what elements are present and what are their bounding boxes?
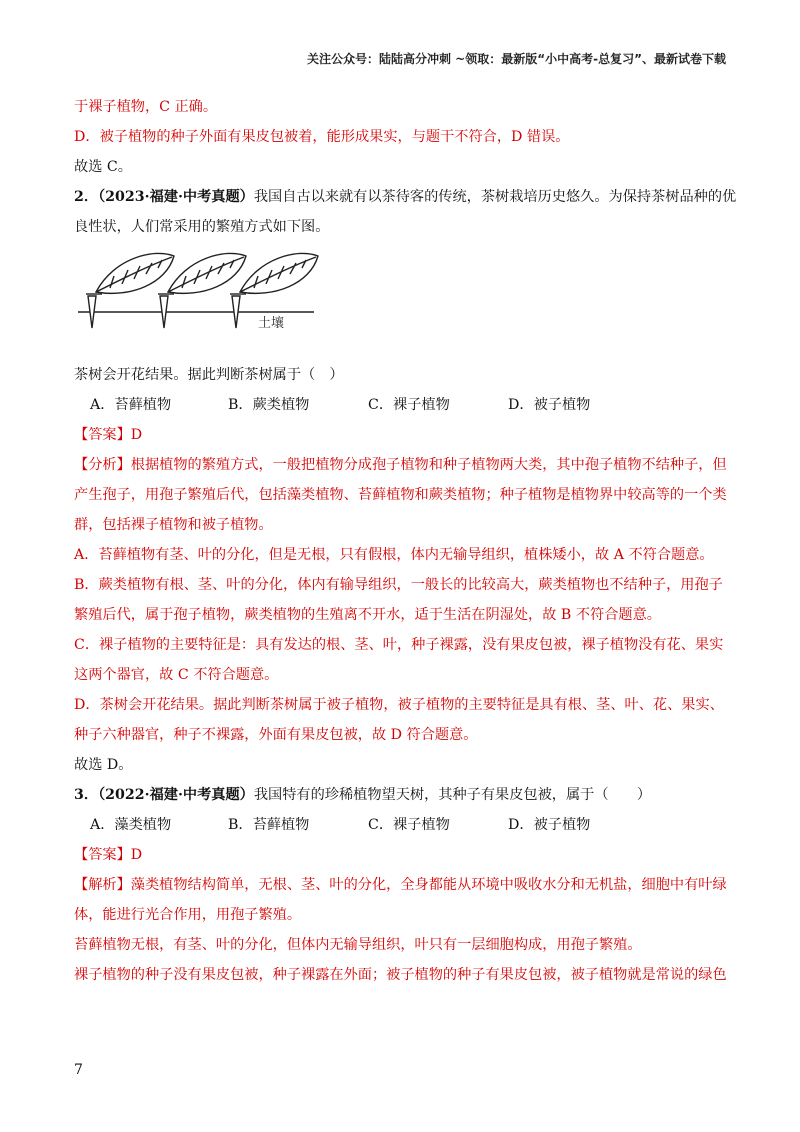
page-header: 关注公众号：陆陆高分冲刺 ~领取：最新版“小中高考-总复习”、最新试卷下载 [307, 52, 726, 66]
tea-cutting-illustration [74, 248, 334, 348]
prev-conclusion: 故选 C。 [74, 159, 132, 175]
q2-answer: 【答案】D [74, 427, 143, 443]
prev-answer-line-2: D．被子植物的种子外面有果皮包被着，能形成果实，与题干不符合，D 错误。 [74, 129, 570, 145]
q3-analysis-2: 体，能进行光合作用，用孢子繁殖。 [74, 907, 302, 923]
q2-line-1 [74, 182, 737, 212]
q2-analysis-3: 群，包括裸子植物和被子植物。 [74, 517, 273, 533]
q2-option-b: B．蕨类植物 [228, 397, 310, 413]
cutting-figure [74, 242, 734, 360]
q2-source: （2023·福建·中考真题） [98, 189, 254, 205]
q3-answer: 【答案】D [74, 847, 143, 863]
q3-option-d: D．被子植物 [508, 817, 591, 833]
q2-analysis-2: 产生孢子，用孢子繁殖后代，包括藻类植物、苔藓植物和蕨类植物；种子植物是植物界中较高等的一个类 [74, 487, 727, 503]
q2-analysis-9: D．茶树会开花结果。据此判断茶树属于被子植物，被子植物的主要特征是具有根、茎、叶、花、果实、 [74, 697, 724, 713]
q3-options [74, 810, 734, 840]
page-number: 7 [74, 1062, 83, 1078]
q2-analysis-6: 繁殖后代，属于孢子植物，蕨类植物的生殖离不开水，适于生活在阴湿处，故 B 不符合题意。 [74, 607, 661, 623]
q3-number: 3． [74, 787, 99, 803]
q2-analysis-1: 【分析】根据植物的繁殖方式，一般把植物分成孢子植物和种子植物两大类，其中孢子植物不结种子，但 [74, 457, 727, 473]
q2-analysis-10: 种子六种器官，种子不裸露，外面有果皮包被，故 D 符合题意。 [74, 727, 478, 743]
q3-option-c: C．裸子植物 [368, 817, 450, 833]
q3-text: 我国特有的珍稀植物望天树，其种子有果皮包被，属于（ ） [253, 787, 652, 803]
q2-stem: 茶树会开花结果。据此判断茶树属于（ ） [74, 367, 344, 383]
q2-options [74, 390, 734, 420]
q2-option-c: C．裸子植物 [368, 397, 450, 413]
q2-analysis-5: B．蕨类植物有根、茎、叶的分化，体内有输导组织，一般长的比较高大，蕨类植物也不结种子，用孢子 [74, 577, 723, 593]
soil-label: 土壤 [258, 316, 285, 331]
q2-number: 2． [74, 189, 99, 205]
q3-analysis-4: 裸子植物的种子没有果皮包被，种子裸露在外面；被子植物的种子有果皮包被，被子植物就是常说的绿色 [74, 967, 727, 983]
q2-analysis-7: C．裸子植物的主要特征是：具有发达的根、茎、叶，种子裸露，没有果皮包被，裸子植物没有花、果实 [74, 637, 724, 653]
q2-line-2: 良性状，人们常采用的繁殖方式如下图。 [74, 219, 330, 235]
q3-line-1 [74, 780, 734, 810]
q2-analysis-4: A．苔藓植物有茎、叶的分化，但是无根，只有假根，体内无输导组织，植株矮小，故 A 不符合题意。 [74, 547, 714, 563]
q2-analysis-8: 这两个器官，故 C 不符合题意。 [74, 667, 279, 683]
q2-option-d: D．被子植物 [508, 397, 591, 413]
q3-option-a: A．藻类植物 [90, 817, 172, 833]
q3-analysis-1: 【解析】藻类植物结构简单，无根、茎、叶的分化，全身都能从环境中吸收水分和无机盐，细胞中有叶绿 [74, 877, 727, 893]
page-content [74, 92, 737, 990]
cutting-1 [86, 253, 174, 328]
q2-text-1: 我国自古以来就有以茶待客的传统，茶树栽培历史悠久。为保持茶树品种的优 [253, 189, 737, 205]
q3-source: （2022·福建·中考真题） [98, 787, 254, 803]
q2-option-a: A．苔藓植物 [90, 397, 172, 413]
q2-conclusion: 故选 D。 [74, 757, 133, 773]
q3-option-b: B．苔藓植物 [228, 817, 310, 833]
prev-answer-line-1: 于裸子植物，C 正确。 [74, 99, 218, 115]
q3-analysis-3: 苔藓植物无根，有茎、叶的分化，但体内无输导组织，叶只有一层细胞构成，用孢子繁殖。 [74, 937, 642, 953]
